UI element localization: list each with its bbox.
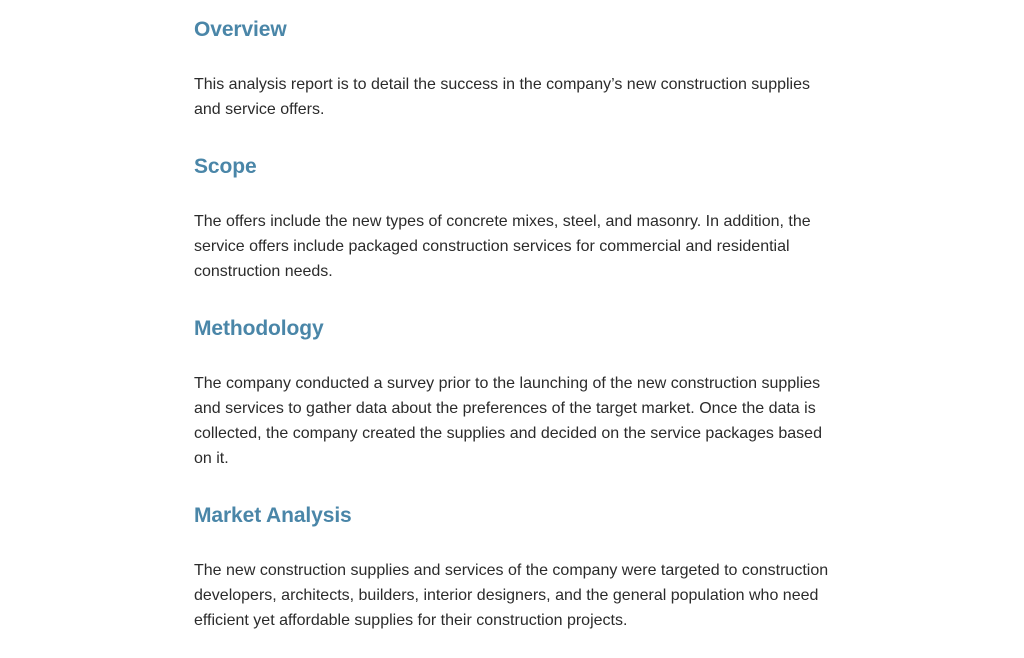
section-heading-scope: Scope bbox=[194, 155, 257, 178]
section-body-market-analysis: The new construction supplies and services of the company were targeted to construction developers, architects, builders, interior designers, and the general population who need efficient yet affordable supplies for their construction projects. bbox=[194, 562, 829, 629]
section-heading-market-analysis: Market Analysis bbox=[194, 504, 352, 527]
section-body-scope: The offers include the new types of concrete mixes, steel, and masonry. In addition, the service offers include packaged construction services for commercial and residential construction needs. bbox=[194, 213, 811, 280]
section-heading-overview: Overview bbox=[194, 18, 287, 41]
section-heading-methodology: Methodology bbox=[194, 317, 324, 340]
section-body-overview: This analysis report is to detail the success in the company’s new construction supplies and service offers. bbox=[194, 76, 811, 118]
section-body-methodology: The company conducted a survey prior to the launching of the new construction supplies and services to gather data about the preferences of the target market. Once the data is collected, the company created the supplies and decided on the service packages based on it. bbox=[194, 375, 822, 467]
